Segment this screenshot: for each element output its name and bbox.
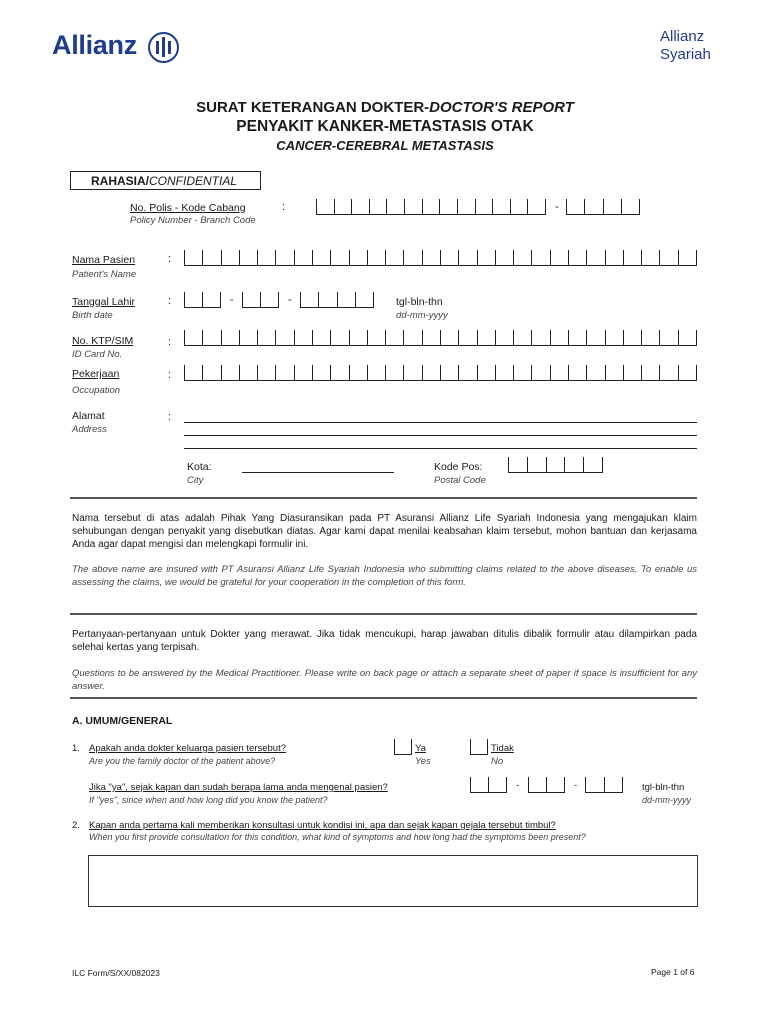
char-box-divider [477,330,478,345]
instructions-paragraph-en: Questions to be answered by the Medical Practitioner. Please write on back page or attach a separate sheet of paper if space is insufficient for any answer. [72,668,697,692]
char-box-divider [220,292,221,307]
char-box-divider [550,250,551,265]
char-box-divider [586,250,587,265]
char-box-divider [275,330,276,345]
birth-day-input[interactable] [184,293,221,308]
birth-year-input[interactable] [300,293,374,308]
char-box-divider [349,365,350,380]
date-format-hint: tgl-bln-thn [396,296,443,308]
char-box-divider [545,199,546,214]
address-label: Alamat [72,410,105,422]
city-label: Kota: [187,461,212,473]
char-box-divider [531,365,532,380]
char-box-divider [403,250,404,265]
char-box-divider [602,457,603,472]
char-box-divider [477,365,478,380]
known-since-day-input[interactable] [470,778,507,793]
char-box-divider [278,292,279,307]
char-box-divider [422,199,423,214]
char-box-divider [349,330,350,345]
char-box-divider [492,199,493,214]
char-box-divider [411,739,412,754]
page-number: Page 1 of 6 [651,967,695,977]
occupation-label: Pekerjaan [72,368,120,380]
address-line-2[interactable] [184,435,697,436]
char-box-divider [221,250,222,265]
char-box-divider [202,330,203,345]
char-box-divider [513,330,514,345]
section-divider [70,697,697,699]
char-box-divider [257,250,258,265]
char-box-divider [495,330,496,345]
char-box-divider [696,250,697,265]
char-box-divider [221,365,222,380]
char-box-divider [475,199,476,214]
known-since-month-input[interactable] [528,778,565,793]
postal-code-input[interactable] [508,458,603,473]
colon: : [168,295,172,307]
char-box-divider [330,365,331,380]
char-box-divider [495,250,496,265]
char-box-divider [506,777,507,792]
char-box-divider [312,365,313,380]
question-1-followup-en: If "yes", since when and how long did you know the patient? [89,795,328,805]
char-box-divider [678,365,679,380]
birth-date-label: Tanggal Lahir [72,296,136,308]
char-box-divider [605,250,606,265]
char-box-divider [351,199,352,214]
char-box-divider [564,457,565,472]
question-number: 1. [72,743,80,754]
char-box-divider [623,330,624,345]
char-box-divider [605,330,606,345]
char-box-divider [603,199,604,214]
no-checkbox[interactable] [470,740,488,755]
no-label: Tidak [491,743,514,754]
char-box-divider [622,777,623,792]
char-box-divider [385,365,386,380]
char-box-divider [457,199,458,214]
char-box-divider [550,365,551,380]
char-box-divider [470,777,471,792]
char-box-divider [239,330,240,345]
birth-date-label-en: Birth date [72,310,113,321]
colon: : [282,201,286,213]
char-box-divider [510,199,511,214]
section-divider [70,497,697,499]
char-box-divider [367,330,368,345]
char-box-divider [605,365,606,380]
char-box-divider [546,777,547,792]
form-code: ILC Form/S/XX/082023 [72,968,160,978]
char-box-divider [513,365,514,380]
branch-code-input[interactable] [566,200,640,215]
char-box-divider [531,330,532,345]
char-box-divider [678,250,679,265]
char-box-divider [528,777,529,792]
char-box-divider [202,292,203,307]
char-box-divider [422,250,423,265]
char-box-divider [294,250,295,265]
char-box-divider [604,777,605,792]
id-card-label-en: ID Card No. [72,349,123,360]
char-box-divider [678,330,679,345]
yes-label-en: Yes [415,756,431,767]
char-box-divider [586,365,587,380]
date-format-hint-en: dd-mm-yyyy [396,310,448,321]
char-box-divider [641,365,642,380]
intro-paragraph-en: The above name are insured with PT Asuransi Allianz Life Syariah Indonesia who submitting claims related to the above diseases. To enable us assessing the claims, we would be grateful for your cooperation in the completion of this form. [72,564,697,588]
char-box-divider [260,292,261,307]
char-box-divider [527,199,528,214]
char-box-divider [422,330,423,345]
dash: - [516,780,520,791]
char-box-divider [202,250,203,265]
no-label-en: No [491,756,504,767]
char-box-divider [458,250,459,265]
char-box-divider [334,199,335,214]
char-box-divider [184,292,185,307]
char-box-divider [242,292,243,307]
char-box-divider [257,365,258,380]
question-2-text-en: When you first provide consultation for this condition, what kind of symptoms and how long had the symptoms been present? [89,832,586,842]
char-box-divider [659,330,660,345]
char-box-divider [495,365,496,380]
char-box-divider [239,365,240,380]
char-box-divider [337,292,338,307]
address-line-1[interactable] [184,422,697,423]
dash: - [555,201,559,213]
confidential-label: RAHASIA/CONFIDENTIAL [70,171,261,190]
char-box-divider [531,250,532,265]
document-title: SURAT KETERANGAN DOKTER-DOCTOR'S REPORT [196,99,574,116]
question-1-followup: Jika "ya", sejak kapan dan sudah berapa lama anda mengenal pasien? [89,782,388,793]
char-box-divider [403,365,404,380]
char-box-divider [312,250,313,265]
char-box-divider [586,330,587,345]
char-box-divider [385,250,386,265]
dash: - [230,294,234,306]
question-2-answer-box[interactable] [88,855,698,907]
char-box-divider [696,365,697,380]
char-box-divider [221,330,222,345]
char-box-divider [403,330,404,345]
char-box-divider [349,250,350,265]
question-1-text: Apakah anda dokter keluarga pasien tersebut? [89,743,286,754]
char-box-divider [294,330,295,345]
address-label-en: Address [72,424,107,435]
dash: - [574,780,578,791]
occupation-input[interactable] [184,366,697,381]
char-box-divider [488,777,489,792]
allianz-logo-text: Allianz [52,30,137,60]
char-box-divider [367,365,368,380]
char-box-divider [513,250,514,265]
char-box-divider [527,457,528,472]
char-box-divider [440,330,441,345]
section-divider [70,613,697,615]
char-box-divider [422,365,423,380]
yes-label: Ya [415,743,426,754]
char-box-divider [458,365,459,380]
char-box-divider [275,250,276,265]
char-box-divider [184,250,185,265]
char-box-divider [394,739,395,754]
patient-name-label-en: Patient's Name [72,269,137,280]
char-box-divider [440,250,441,265]
intro-paragraph: Nama tersebut di atas adalah Pihak Yang Diasuransikan pada PT Asuransi Allianz Life Syariah Indonesia yang mengajukan klaim sehubungan dengan penyakit yang disebutkan diatas. Agar kami dapat menilai keabsahan klaim tersebut, mohon bantuan dan kerjasama Anda agar dapat mengisi dan melengkapi formulir ini. [72,513,697,550]
city-input[interactable] [242,472,394,473]
char-box-divider [369,199,370,214]
postal-code-label-en: Postal Code [434,475,486,486]
char-box-divider [487,739,488,754]
char-box-divider [477,250,478,265]
char-box-divider [316,199,317,214]
known-since-year-input[interactable] [585,778,623,793]
char-box-divider [508,457,509,472]
char-box-divider [330,330,331,345]
char-box-divider [312,330,313,345]
char-box-divider [566,199,567,214]
allianz-syariah-logo: Allianz Syariah [660,28,711,63]
date-format-hint-en: dd-mm-yyyy [642,795,691,805]
document-subtitle: PENYAKIT KANKER-METASTASIS OTAK [236,118,534,135]
char-box-divider [184,330,185,345]
dash: - [288,294,292,306]
char-box-divider [641,250,642,265]
char-box-divider [257,330,258,345]
char-box-divider [294,365,295,380]
policy-number-label: No. Polis - Kode Cabang [130,202,246,214]
char-box-divider [696,330,697,345]
instructions-paragraph: Pertanyaan-pertanyaan untuk Dokter yang merawat. Jika tidak mencukupi, harap jawaban ditulis dibalik formulir atau dilampirkan pada selehai kertas yang terpisah. [72,629,697,653]
char-box-divider [330,250,331,265]
colon: : [168,253,172,265]
postal-code-label: Kode Pos: [434,461,483,473]
city-label-en: City [187,475,204,486]
occupation-label-en: Occupation [72,385,121,396]
char-box-divider [585,777,586,792]
date-format-hint: tgl-bln-thn [642,782,685,793]
char-box-divider [300,292,301,307]
char-box-divider [584,199,585,214]
policy-number-label-en: Policy Number - Branch Code [130,215,256,226]
char-box-divider [386,199,387,214]
policy-number-input[interactable] [316,200,546,215]
char-box-divider [239,250,240,265]
id-card-input[interactable] [184,331,697,346]
char-box-divider [202,365,203,380]
char-box-divider [641,330,642,345]
char-box-divider [550,330,551,345]
char-box-divider [275,365,276,380]
id-card-label: No. KTP/SIM [72,335,134,347]
char-box-divider [318,292,319,307]
char-box-divider [659,365,660,380]
char-box-divider [564,777,565,792]
char-box-divider [184,365,185,380]
colon: : [168,336,172,348]
birth-month-input[interactable] [242,293,279,308]
char-box-divider [583,457,584,472]
section-a-heading: A. UMUM/GENERAL [72,715,173,727]
patient-name-label: Nama Pasien [72,254,136,266]
char-box-divider [367,250,368,265]
char-box-divider [546,457,547,472]
colon: : [168,411,172,423]
char-box-divider [440,365,441,380]
char-box-divider [355,292,356,307]
char-box-divider [621,199,622,214]
char-box-divider [623,250,624,265]
char-box-divider [439,199,440,214]
yes-checkbox[interactable] [394,740,412,755]
question-1-text-en: Are you the family doctor of the patient above? [89,756,276,766]
char-box-divider [470,739,471,754]
char-box-divider [385,330,386,345]
char-box-divider [373,292,374,307]
char-box-divider [458,330,459,345]
patient-name-input[interactable] [184,251,697,266]
char-box-divider [568,365,569,380]
char-box-divider [404,199,405,214]
char-box-divider [568,330,569,345]
question-number: 2. [72,820,80,831]
address-line-3[interactable] [184,448,697,449]
question-2-text: Kapan anda pertama kali memberikan konsultasi untuk kondisi ini, apa dan sejak kapan gejala tersebut timbul? [89,820,556,831]
char-box-divider [568,250,569,265]
char-box-divider [659,250,660,265]
char-box-divider [639,199,640,214]
char-box-divider [623,365,624,380]
allianz-eagle-icon [148,32,179,63]
colon: : [168,369,172,381]
document-subtitle-en: CANCER-CEREBRAL METASTASIS [276,138,494,153]
